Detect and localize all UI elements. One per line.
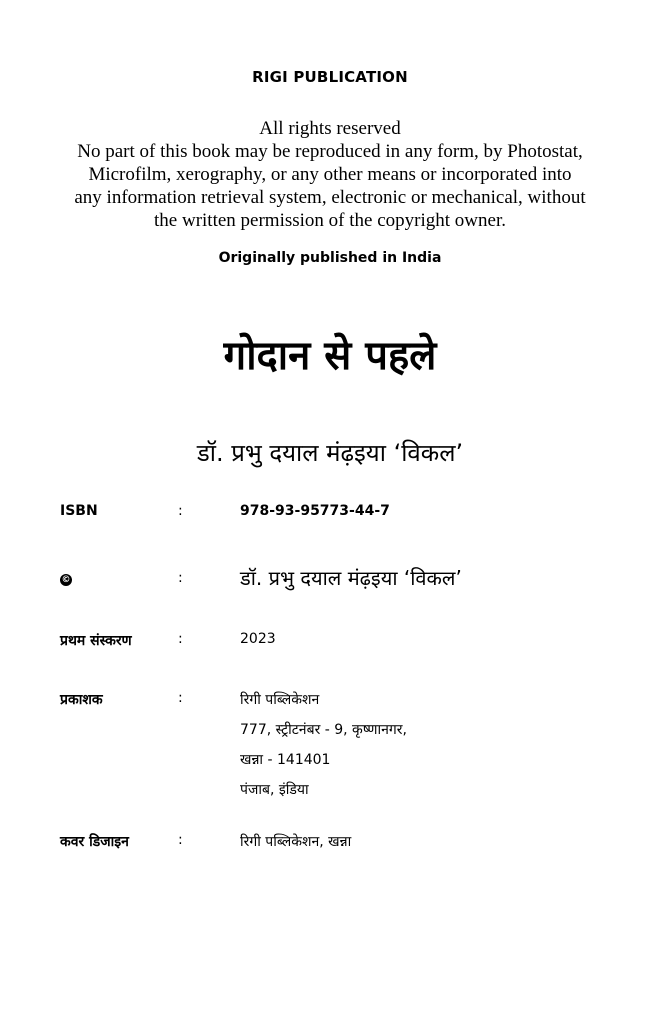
- separator: :: [178, 570, 183, 586]
- rights-notice: [40, 117, 620, 232]
- separator: :: [178, 690, 183, 706]
- publisher-label: प्रकाशक: [60, 692, 103, 708]
- isbn-label: ISBN: [60, 503, 98, 519]
- isbn-value: 978-93-95773-44-7: [240, 503, 390, 519]
- book-author: डॉ. प्रभु दयाल मंढ़इया ‘विकल’: [196, 439, 464, 467]
- book-title: गोदान से पहले: [223, 333, 437, 379]
- edition-value: 2023: [240, 631, 276, 647]
- copyright-icon: [60, 570, 72, 586]
- separator: :: [178, 832, 183, 848]
- cover-value: रिगी पब्लिकेशन, खन्ना: [240, 834, 352, 850]
- publisher-name: RIGI PUBLICATION: [252, 68, 408, 86]
- rights-line: No part of this book may be reproduced in any form, by Photostat,: [77, 141, 583, 162]
- rights-line: All rights reserved: [259, 118, 401, 139]
- edition-label: प्रथम संस्करण: [60, 633, 132, 649]
- address-line: खन्ना - 141401: [240, 752, 331, 768]
- address-line: रिगी पब्लिकेशन: [240, 692, 320, 708]
- address-line: 777, स्ट्रीटनंबर - 9, कृष्णानगर,: [240, 722, 407, 738]
- rights-line: any information retrieval system, electronic or mechanical, without: [74, 187, 586, 208]
- separator: :: [178, 503, 183, 519]
- address-line: पंजाब, इंडिया: [240, 782, 309, 798]
- origin-note: Originally published in India: [218, 250, 442, 266]
- cover-label: कवर डिजाइन: [60, 834, 129, 850]
- separator: :: [178, 631, 183, 647]
- rights-line: the written permission of the copyright owner.: [154, 210, 506, 231]
- copyright-symbol: ©: [61, 575, 71, 585]
- copyright-holder: डॉ. प्रभु दयाल मंढ़इया ‘विकल’: [240, 566, 462, 590]
- publisher-address: [240, 690, 407, 810]
- rights-line: Microfilm, xerography, or any other means or incorporated into: [88, 164, 572, 185]
